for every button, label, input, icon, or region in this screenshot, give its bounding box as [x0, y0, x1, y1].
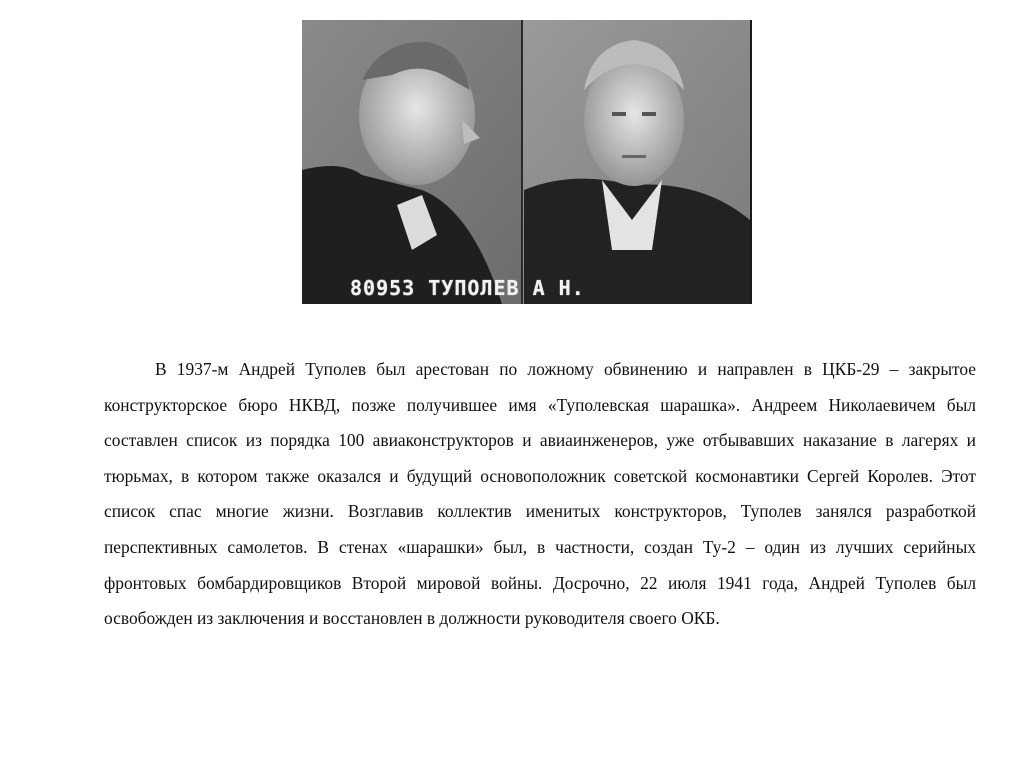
mugshot-photo: [302, 20, 752, 304]
mugshot-caption: 80953 ТУПОЛЕВ А Н.: [350, 276, 585, 300]
article-paragraph: В 1937-м Андрей Туполев был арестован по ложному обвинению и направлен в ЦКБ-29 – закрытое конструкторское бюро НКВД, позже получившее имя «Туполевская шарашка». Андреем Николаевичем был составлен список из порядка 100 авиаконструкторов и авиаинженеров, уже отбывавших наказание в лагерях и тюрьмах, в котором также оказался и будущий основоположник советской космонавтики Сергей Королев. Этот список спас многие жизни. Возглавив коллектив именитых конструкторов, Туполев занялся разработкой перспективных самолетов. В стенах «шарашки» был, в частности, создан Ту-2 – один из лучших серийных фронтовых бомбардировщиков Второй мировой войны. Досрочно, 22 июля 1941 года, Андрей Туполев был освобожден из заключения и восстановлен в должности руководителя своего ОКБ.: [104, 359, 976, 629]
mugshot-image: [302, 20, 750, 304]
